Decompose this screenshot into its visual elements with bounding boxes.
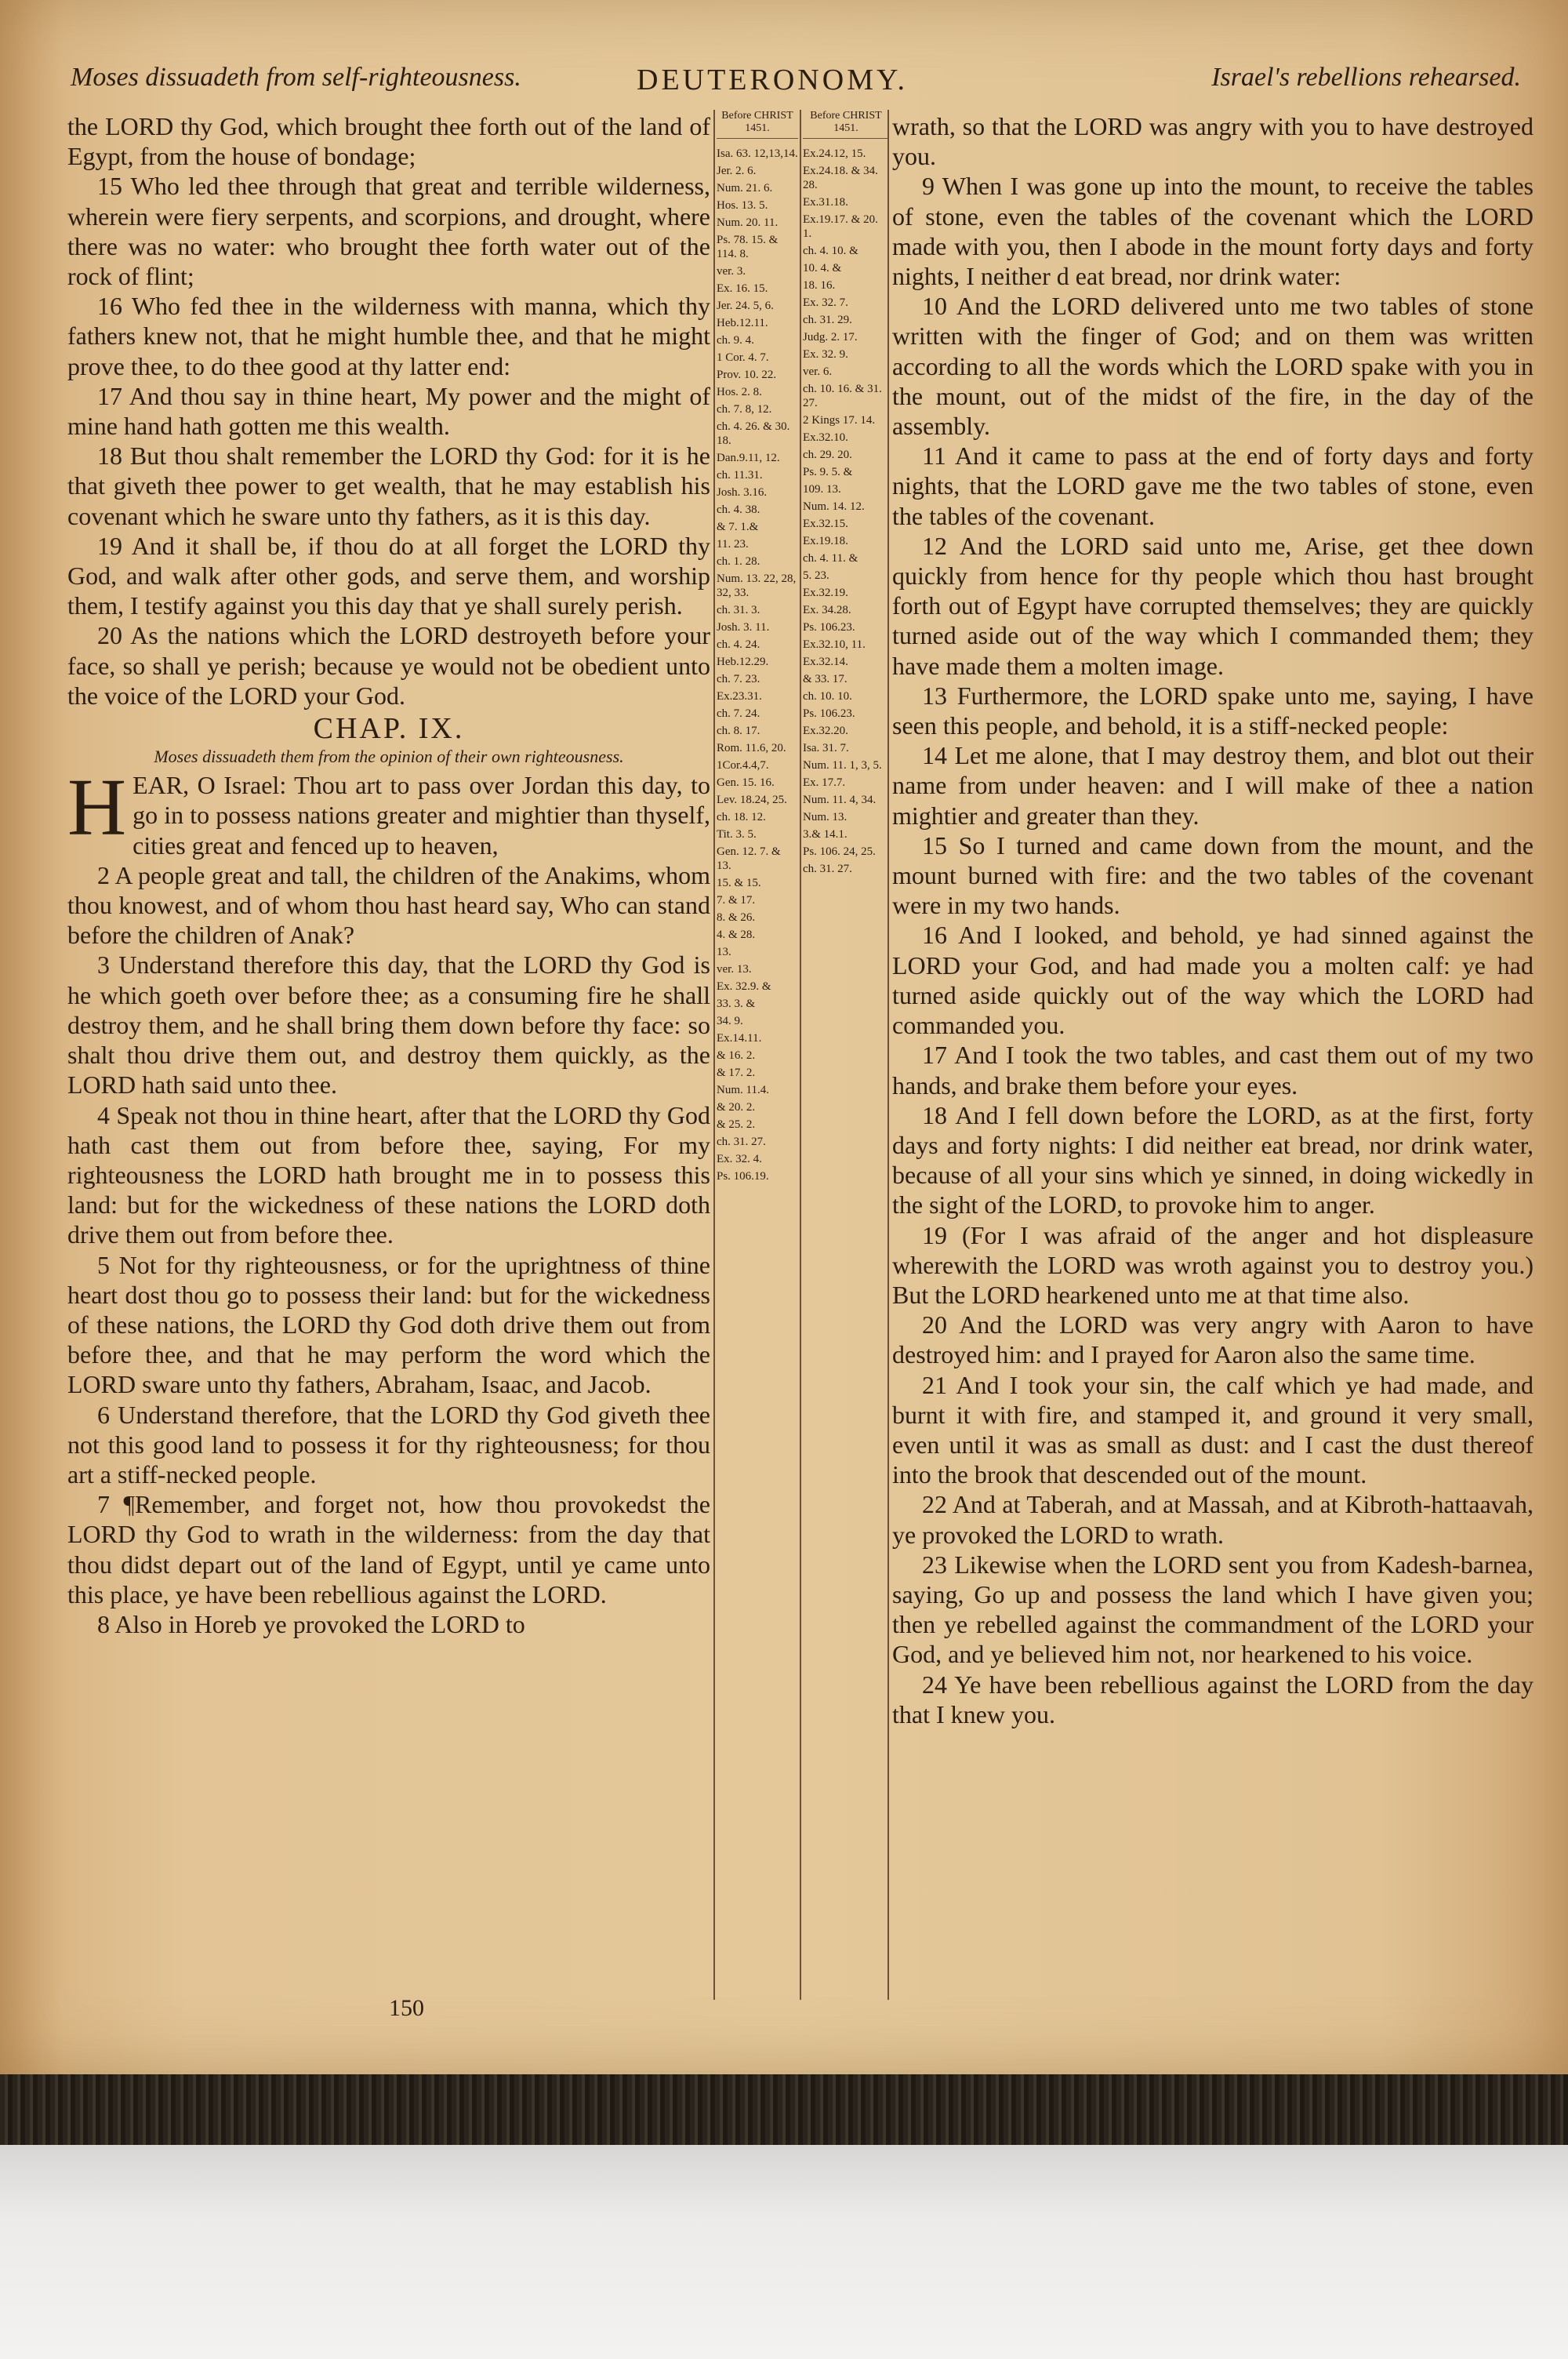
cross-reference: 2 Kings 17. 14. bbox=[803, 414, 876, 427]
cross-reference: 11. 23. bbox=[717, 538, 749, 551]
verse-16: 16 Who fed thee in the wilderness with manna, which thy fathers knew not, that he might humble thee, and that he might prove thee, to do thee good at thy latter end: bbox=[67, 292, 710, 380]
cross-reference: Lev. 18.24, 25. bbox=[717, 794, 787, 806]
cross-reference: Isa. 31. 7. bbox=[803, 742, 849, 754]
cross-reference: Rom. 11.6, 20. bbox=[717, 742, 786, 754]
verse-10: 10 And the LORD delivered unto me two tables of stone written with the finger of God; and on them was written according to all the words which the LORD spake with you in the mount, out of the midst of the fire, in the day of the assembly. bbox=[892, 292, 1534, 441]
cross-reference: Ps. 106.23. bbox=[803, 621, 855, 634]
cross-reference-column-a bbox=[717, 110, 798, 1187]
page-number: 150 bbox=[389, 1995, 424, 2021]
cross-reference: Ex.31.18. bbox=[803, 196, 848, 209]
cross-reference: Num. 11.4. bbox=[717, 1084, 769, 1096]
cross-reference: 10. 4. & bbox=[803, 262, 842, 274]
cross-reference: Ex.23.31. bbox=[717, 690, 762, 703]
cross-reference: Prov. 10. 22. bbox=[717, 369, 777, 381]
verse-24: 24 Ye have been rebellious against the LORD from the day that I knew you. bbox=[892, 1670, 1534, 1728]
cross-reference: & 33. 17. bbox=[803, 673, 848, 685]
cross-reference: Ex.24.12, 15. bbox=[803, 147, 866, 160]
cross-reference: ch. 31. 29. bbox=[803, 314, 852, 326]
cross-reference: ch. 10. 10. bbox=[803, 690, 852, 703]
verse-9: 9 When I was gone up into the mount, to receive the tables of stone, even the tables of the covenant which the LORD made with you, then I abode in the mount forty days and forty nights, I neither d eat bread, nor drink water: bbox=[892, 172, 1534, 291]
cross-reference: ch. 11.31. bbox=[717, 469, 763, 482]
cross-reference: Num. 20. 11. bbox=[717, 216, 779, 229]
verse-15: 15 Who led thee through that great and terrible wilderness, wherein were fiery serpents, and scorpions, and drought, where there was no water: who brought thee forth water out of the rock of flint; bbox=[67, 172, 710, 291]
verse-20: 20 And the LORD was very angry with Aaron to have destroyed him: and I prayed for Aaron also the same time. bbox=[892, 1310, 1534, 1369]
cross-reference: Num. 13. bbox=[803, 811, 848, 823]
column-rule bbox=[713, 110, 715, 2000]
verse-11: 11 And it came to pass at the end of forty days and forty nights, that the LORD gave me the two tables of stone, even the tables of the covenant. bbox=[892, 442, 1534, 530]
verse-21: 21 And I took your sin, the calf which ye had made, and burnt it with fire, and stamped it, and ground it very small, even until it was as small as dust: and I cast the dust thereof into the brook that descended out of the mount. bbox=[892, 1370, 1534, 1489]
book-binding-edge bbox=[0, 2074, 1568, 2145]
cross-reference: Judg. 2. 17. bbox=[803, 331, 858, 343]
cross-reference: & 25. 2. bbox=[717, 1118, 756, 1131]
verse-19: 19 (For I was afraid of the anger and hot displeasure wherewith the LORD was wroth against you to destroy you.) But the LORD hearkened unto me at that time also. bbox=[892, 1220, 1534, 1309]
cross-reference: ch. 7. 8, 12. bbox=[717, 403, 772, 416]
before-christ-date-head: Before CHRIST 1451. bbox=[803, 110, 889, 139]
cross-reference: Ex.14.11. bbox=[717, 1032, 762, 1045]
cross-reference: Tit. 3. 5. bbox=[717, 828, 757, 841]
cross-reference: Num. 21. 6. bbox=[717, 182, 773, 194]
verse-7: 7 ¶Remember, and forget not, how thou provokedst the LORD thy God to wrath in the wilderness: from the day that thou didst depart out of the land of Egypt, until ye came unto this place, ye have been rebellious against the LORD. bbox=[67, 1490, 710, 1608]
cross-reference: Ex.19.18. bbox=[803, 535, 848, 547]
cross-reference: 5. 23. bbox=[803, 569, 829, 582]
cross-reference: 13. bbox=[717, 946, 731, 958]
cross-reference: Ex.32.10. bbox=[803, 431, 848, 444]
verse-3: 3 Understand therefore this day, that the LORD thy God is he which goeth over before thee; as a consuming fire he shall destroy them, and he shall bring them down before thy face: so shalt thou drive them out, and destroy them quickly, as the LORD hath said unto thee. bbox=[67, 951, 710, 1100]
cross-reference: Ex. 32.9. & bbox=[717, 980, 771, 993]
cross-reference: Num. 13. 22, 28, 32, 33. bbox=[717, 572, 797, 599]
cross-reference: ch. 7. 24. bbox=[717, 707, 760, 720]
cross-reference: Ex.19.17. & 20. 1. bbox=[803, 213, 878, 240]
cross-reference: 109. 13. bbox=[803, 483, 841, 496]
cross-reference: & 7. 1.& bbox=[717, 521, 759, 533]
cross-reference: ch. 31. 3. bbox=[717, 604, 760, 616]
cross-reference: ch. 4. 38. bbox=[717, 503, 760, 516]
cross-reference: 33. 3. & bbox=[717, 998, 756, 1010]
column-rule bbox=[800, 110, 801, 2000]
cross-reference: 8. & 26. bbox=[717, 911, 756, 924]
cross-reference: ch. 1. 28. bbox=[717, 555, 760, 568]
cross-reference: Ex.32.10, 11. bbox=[803, 638, 866, 651]
verse-18: 18 And I fell down before the LORD, as at the first, forty days and forty nights: I did neither eat bread, nor drink water, because of all your sins which ye sinned, in doing wickedly in the sight of the LORD, to provoke him to anger. bbox=[892, 1100, 1534, 1219]
verse-4: 4 Speak not thou in thine heart, after that the LORD thy God hath cast them out from before thee, saying, For my righteousness the LORD hath brought me in to possess this land: but for the wickedness of these nations the LORD doth drive them out from before thee. bbox=[67, 1100, 710, 1249]
cross-reference: ch. 4. 24. bbox=[717, 638, 760, 651]
cross-reference: Dan.9.11, 12. bbox=[717, 452, 780, 464]
cross-reference: Ps. 106.23. bbox=[803, 707, 855, 720]
cross-reference: ch. 8. 17. bbox=[717, 725, 760, 737]
cross-reference: Ex.32.19. bbox=[803, 587, 848, 599]
cross-reference: Ex. 34.28. bbox=[803, 604, 851, 616]
running-head-left: Moses dissuadeth from self-righteousness. bbox=[71, 63, 521, 92]
cross-reference: 15. & 15. bbox=[717, 877, 761, 889]
verse-15: 15 So I turned and came down from the mount, and the mount burned with fire: and the two tables of the covenant were in my two hands. bbox=[892, 831, 1534, 920]
verse-13: 13 Furthermore, the LORD spake unto me, saying, I have seen this people, and behold, it is a stiff-necked people: bbox=[892, 681, 1534, 740]
verse-18: 18 But thou shalt remember the LORD thy God: for it is he that giveth thee power to get wealth, that he may establish his covenant which he sware unto thy fathers, as it is this day. bbox=[67, 442, 710, 530]
cross-reference: Ex.32.20. bbox=[803, 725, 848, 737]
cross-reference: Heb.12.11. bbox=[717, 317, 768, 329]
cross-reference: Josh. 3. 11. bbox=[717, 621, 770, 634]
table-surface bbox=[0, 2145, 1568, 2359]
verse-16: 16 And I looked, and behold, ye had sinned against the LORD your God, and had made you a molten calf: ye had turned aside quickly out of the way which the LORD had commanded you. bbox=[892, 921, 1534, 1040]
drop-cap: H bbox=[67, 762, 127, 853]
cross-reference: Ex. 32. 4. bbox=[717, 1153, 762, 1165]
cross-reference: Ex. 17.7. bbox=[803, 776, 846, 789]
cross-reference: Ex.32.15. bbox=[803, 518, 848, 530]
verse-19: 19 And it shall be, if thou do at all forget the LORD thy God, and walk after other gods, and serve them, and worship them, I testify against you this day that ye shall surely perish. bbox=[67, 531, 710, 620]
cross-reference: Heb.12.29. bbox=[717, 656, 769, 668]
cross-reference: ch. 31. 27. bbox=[803, 863, 852, 875]
cross-reference: 4. & 28. bbox=[717, 929, 756, 941]
cross-reference: Ex. 32. 9. bbox=[803, 348, 848, 361]
verse-6: 6 Understand therefore, that the LORD thy God giveth thee not this good land to possess it for thy righteousness; for thou art a stiff-necked people. bbox=[67, 1400, 710, 1488]
verse-23: 23 Likewise when the LORD sent you from Kadesh-barnea, saying, Go up and possess the land which I have given you; then ye rebelled against the commandment of the LORD your God, and ye believed him not, nor hearkened to his voice. bbox=[892, 1550, 1534, 1669]
verse-12: 12 And the LORD said unto me, Arise, get thee down quickly from hence for thy people which thou hast brought forth out of Egypt have corrupted themselves; they are quickly turned aside out of the way which I commanded them; they have made them a molten image. bbox=[892, 531, 1534, 680]
cross-reference: Ps. 106. 24, 25. bbox=[803, 845, 876, 858]
chapter-summary: Moses dissuadeth them from the opinion of their own righteousness. bbox=[154, 747, 624, 767]
right-text-column bbox=[892, 111, 1534, 1729]
cross-reference: Num. 11. 4, 34. bbox=[803, 794, 877, 806]
verse-14: 14 Let me alone, that I may destroy them, and blot out their name from under heaven: and I will make of thee a nation mightier and greater than they. bbox=[892, 741, 1534, 830]
cross-reference-list bbox=[803, 147, 889, 876]
cross-reference-list bbox=[717, 147, 798, 1183]
cross-reference: Josh. 3.16. bbox=[717, 486, 768, 499]
cross-reference: Ps. 78. 15. & 114. 8. bbox=[717, 234, 779, 260]
cross-reference: Ex.32.14. bbox=[803, 656, 848, 668]
cross-reference: Ex. 16. 15. bbox=[717, 282, 768, 295]
cross-reference: Ex. 32. 7. bbox=[803, 296, 848, 309]
chapter-title: CHAP. IX. bbox=[313, 712, 465, 746]
cross-reference: Num. 14. 12. bbox=[803, 500, 865, 513]
cross-reference: ch. 4. 26. & 30. 18. bbox=[717, 420, 790, 447]
cross-reference: 18. 16. bbox=[803, 279, 836, 292]
cross-reference: Hos. 13. 5. bbox=[717, 199, 768, 212]
cross-reference: Ex.24.18. & 34. 28. bbox=[803, 165, 878, 191]
cross-reference: Ps. 106.19. bbox=[717, 1170, 769, 1183]
running-head-book-title: DEUTERONOMY. bbox=[637, 64, 909, 96]
cross-reference: ver. 6. bbox=[803, 365, 833, 378]
verse-2: 2 A people great and tall, the children of the Anakims, whom thou knowest, and of whom thou hast heard say, Who can stand before the children of Anak? bbox=[67, 860, 710, 950]
cross-reference: Jer. 24. 5, 6. bbox=[717, 300, 774, 312]
cross-reference-column-b bbox=[803, 110, 889, 879]
verse-17: 17 And I took the two tables, and cast them out of my two hands, and brake them before your eyes. bbox=[892, 1041, 1534, 1100]
verse-1-text: EAR, O Israel: Thou art to pass over Jordan this day, to go in to possess nations greater and mightier than thyself, cities great and fenced up to heaven, bbox=[132, 771, 710, 860]
cross-reference: Isa. 63. 12,13,14. bbox=[717, 147, 798, 160]
left-text-column bbox=[67, 111, 710, 1639]
cross-reference: 34. 9. bbox=[717, 1015, 743, 1027]
verse-1 bbox=[67, 762, 710, 860]
cross-reference: ver. 13. bbox=[717, 963, 752, 976]
cross-reference: ch. 4. 11. & bbox=[803, 552, 858, 565]
cross-reference: ch. 4. 10. & bbox=[803, 245, 858, 257]
cross-reference: Gen. 12. 7. & 13. bbox=[717, 845, 781, 872]
cross-reference: ch. 7. 23. bbox=[717, 673, 760, 685]
cross-reference: ver. 3. bbox=[717, 265, 746, 278]
cross-reference: Num. 11. 1, 3, 5. bbox=[803, 759, 882, 772]
cross-reference: Ps. 9. 5. & bbox=[803, 466, 853, 478]
cross-reference: Jer. 2. 6. bbox=[717, 165, 757, 177]
verse-22: 22 And at Taberah, and at Massah, and at Kibroth-hattaavah, ye provoked the LORD to wrath. bbox=[892, 1490, 1534, 1549]
before-christ-date-head: Before CHRIST 1451. bbox=[717, 110, 798, 139]
cross-reference: 1 Cor. 4. 7. bbox=[717, 351, 769, 364]
verse-continuation: the LORD thy God, which brought thee forth out of the land of Egypt, from the house of bondage; bbox=[67, 112, 710, 171]
cross-reference: & 16. 2. bbox=[717, 1049, 756, 1062]
verse-8: 8 Also in Horeb ye provoked the LORD to bbox=[97, 1609, 525, 1638]
cross-reference: & 17. 2. bbox=[717, 1067, 756, 1079]
cross-reference: ch. 29. 20. bbox=[803, 449, 852, 461]
verse-17: 17 And thou say in thine heart, My power and the might of mine hand hath gotten me this wealth. bbox=[67, 381, 710, 441]
cross-reference: ch. 31. 27. bbox=[717, 1136, 766, 1148]
cross-reference: Gen. 15. 16. bbox=[717, 776, 775, 789]
cross-reference: 3.& 14.1. bbox=[803, 828, 848, 841]
cross-reference: & 20. 2. bbox=[717, 1101, 756, 1114]
verse-5: 5 Not for thy righteousness, or for the uprightness of thine heart dost thou go to possess their land: but for the wickedness of these nations, the LORD thy God doth drive them out from before thee, and that he may perform the word which the LORD sware unto thy fathers, Abraham, Isaac, and Jacob. bbox=[67, 1250, 710, 1399]
cross-reference: 1Cor.4.4,7. bbox=[717, 759, 769, 772]
running-head-right: Israel's rebellions rehearsed. bbox=[1211, 63, 1521, 92]
cross-reference: 7. & 17. bbox=[717, 894, 756, 907]
cross-reference: ch. 10. 16. & 31. 27. bbox=[803, 383, 882, 409]
cross-reference: ch. 9. 4. bbox=[717, 334, 754, 347]
cross-reference: ch. 18. 12. bbox=[717, 811, 766, 823]
verse-continuation: wrath, so that the LORD was angry with you to have destroyed you. bbox=[892, 112, 1534, 171]
cross-reference: Hos. 2. 8. bbox=[717, 386, 762, 398]
verse-20: 20 As the nations which the LORD destroyeth before your face, so shall ye perish; because ye would not be obedient unto the voice of the LORD your God. bbox=[67, 621, 710, 710]
